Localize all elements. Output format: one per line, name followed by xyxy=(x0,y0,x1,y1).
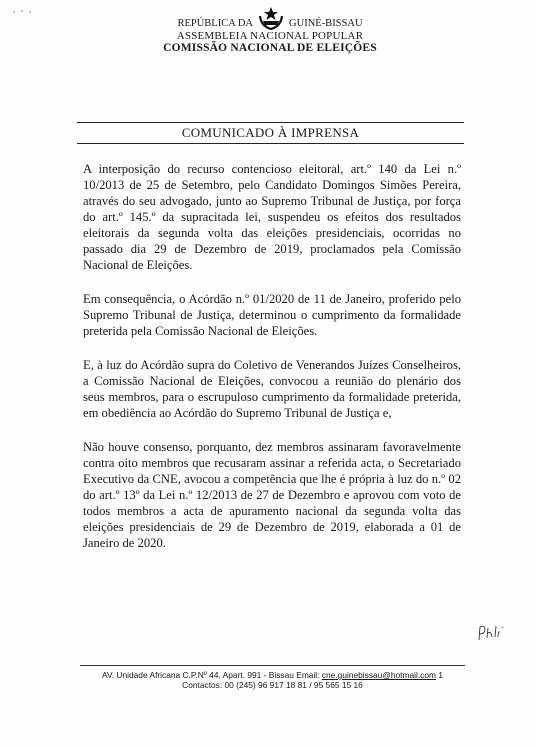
signature-initials xyxy=(476,622,516,644)
footer-contacts: Contactos: 00 (245) 96 917 18 81 / 95 565 15 16 xyxy=(182,680,363,690)
page-footer xyxy=(80,665,465,690)
document-body xyxy=(83,161,461,569)
emblem-icon xyxy=(257,6,285,30)
document-title: COMUNICADO À IMPRENSA xyxy=(77,122,464,144)
paragraph-1: A interposição do recurso contencioso eleitoral, art.º 140 da Lei n.º 10/2013 de 25 de Setembro, pelo Candidato Domingos Simões Pereira, através do seu advogado, junto ao Supremo Tribunal de Justiça, por força do art.º 145.º da supracitada lei, suspendeu os efeitos dos resultados eleitorais da segunda volta das eleições presidenciais, ocorridas no passado dia 29 de Dezembro de 2019, proclamados pela Comissão Nacional de Eleições. xyxy=(83,162,461,272)
footer-email-link[interactable]: cne.guinebissau@hotmail.com xyxy=(321,670,437,680)
footer-address: AV. Unidade Africana C.P.Nº 44, Apart. 991 - Bissau Email: xyxy=(101,670,322,680)
republic-right-text: GUINÉ-BISSAU xyxy=(289,18,363,29)
paragraph-2: Em consequência, o Acórdão n.º 01/2020 de 11 de Janeiro, proferido pelo Supremo Tribunal de Justiça, determinou o cumprimento da formalidade preterida pela Comissão Nacional de Eleições. xyxy=(83,292,461,338)
paragraph-4: Não houve consenso, porquanto, dez membros assinaram favoravelmente contra oito membros que recusaram assinar a referida acta, o Secretariado Executivo da CNE, avocou a competência que lhe é própria à luz do n.º 02 do art.º 13º da Lei n.º 12/2013 de 27 de Dezembro e aprovou com voto de todos membros a acta de apuramento nacional da segunda volta das eleições presidenciais de 29 de Dezembro de 2019, elaborada a 01 de Janeiro de 2020. xyxy=(83,440,461,550)
page-number: 1 xyxy=(438,670,444,680)
scan-marks xyxy=(10,8,40,16)
republic-left-text: REPÚBLICA DA xyxy=(177,18,254,29)
letterhead-republic xyxy=(150,6,390,30)
letterhead xyxy=(150,6,390,54)
commission-text: COMISSÃO NACIONAL DE ELEIÇÕES xyxy=(163,42,377,54)
assembly-text: ASSEMBLEIA NACIONAL POPULAR xyxy=(176,30,364,42)
footer-address-line xyxy=(80,670,465,680)
paragraph-3: E, à luz do Acórdão supra do Coletivo de Venerandos Juízes Conselheiros, a Comissão Nacional de Eleições, convocou a reunião do plenário dos seus membros, para o escrupuloso cumprimento da formalidade preterida, em obediência ao Acórdão do Supremo Tribunal de Justiça e, xyxy=(83,358,461,420)
